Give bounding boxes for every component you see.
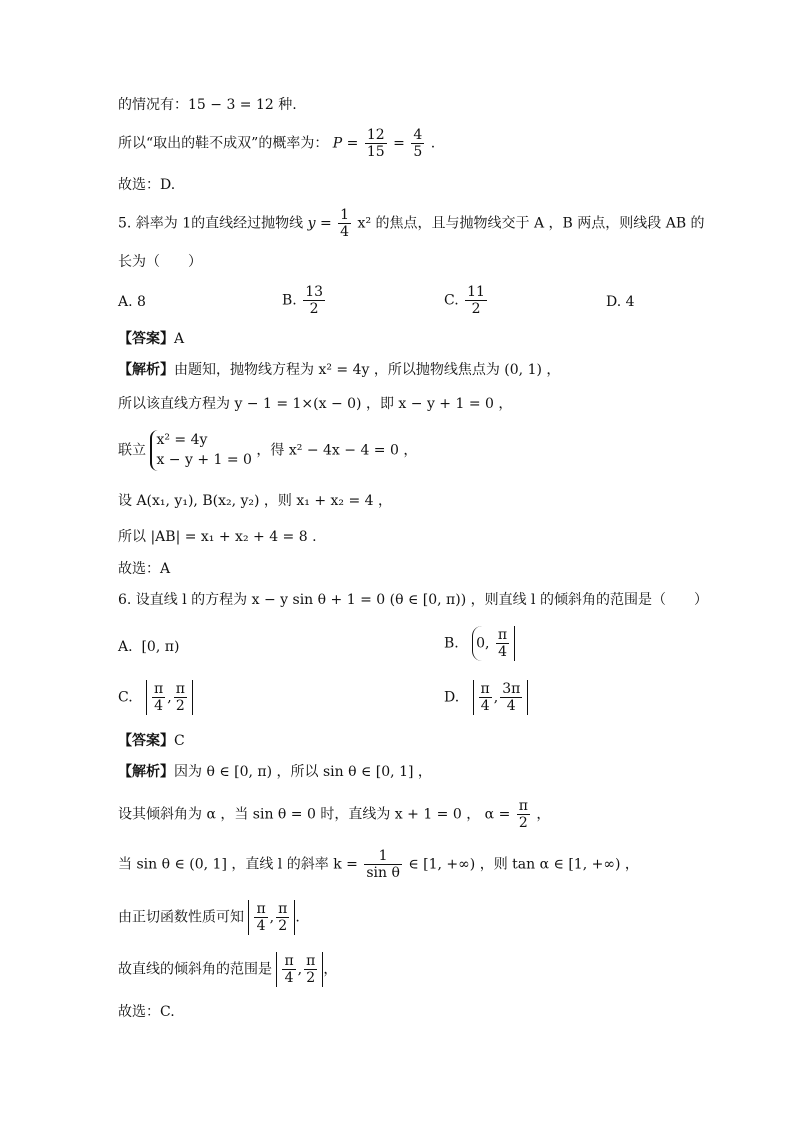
probability-line	[118, 127, 435, 160]
answer-5	[118, 332, 184, 346]
q6-option-a: A. [0, π)	[118, 639, 180, 655]
question-6: 6. 设直线 l 的方程为 x − y sin θ + 1 = 0 (θ ∈ [0, π)) ，则直线 l 的倾斜角的范围是（ ）	[118, 592, 708, 608]
explanation-5-line1: 【解析】由题知，抛物线方程为 x² = 4y ，所以抛物线焦点为 (0, 1) ，	[118, 362, 561, 378]
fraction: $\frac{1}{4}$	[340, 207, 350, 241]
question-5	[118, 207, 705, 240]
answer-6	[118, 734, 185, 748]
answer-tag: 【答案】	[118, 733, 174, 749]
explanation-5-line3: 联立 x² = 4y x − y + 1 = 0 ，得 x² − 4x − 4 = 0 ，	[118, 430, 417, 471]
equation-system: x² = 4y x − y + 1 = 0	[150, 430, 252, 471]
q6-option-c: C. $\frac{\pi}{4}$ , $\frac{\pi}{2}$	[118, 680, 193, 715]
text: .	[430, 135, 436, 152]
explanation-tag: 【解析】	[118, 362, 174, 378]
math: y =	[307, 215, 332, 232]
answer-tag: 【答案】	[118, 331, 174, 347]
text: 长为（ ）	[118, 254, 202, 270]
q5-option-c: C. $\frac{11}{2}$	[444, 284, 485, 318]
explanation-6-line5: 故直线的倾斜角的范围是 $\frac{\pi}{4}$ , $\frac{\pi}{2}$ ，	[118, 953, 338, 987]
explanation-6-line3: 当 sin θ ∈ (0, 1] ，直线 l 的斜率 k = $\frac{1}{\text{sin θ}}$ ∈ [1, +∞) ，则 tan α ∈ [1, +∞) ，	[118, 848, 639, 882]
explanation-5-line2: 所以该直线方程为 y − 1 = 1×(x − 0) ，即 x − y + 1 = 0 ，	[118, 396, 513, 412]
explanation-6-line1: 【解析】因为 θ ∈ [0, π) ，所以 sin θ ∈ [0, 1] ，	[118, 764, 432, 780]
choice-line	[118, 178, 175, 192]
answer-value: A	[174, 331, 185, 347]
question-5-cont	[118, 255, 202, 269]
explanation-5-line5: 所以 |AB| = x₁ + x₂ + 4 = 8 .	[118, 529, 317, 545]
q6-option-b: B. 0, $\frac{\pi}{4}$	[444, 626, 515, 661]
math: P =	[332, 135, 359, 152]
answer-value: C	[174, 733, 185, 749]
q6-option-d: D. $\frac{\pi}{4}$ , $\frac{3\pi}{4}$	[444, 680, 528, 715]
q5-option-d: D. 4	[606, 294, 635, 310]
fraction: $\frac{12}{15}$	[366, 127, 385, 161]
explanation-5-line6: 故选：A	[118, 561, 171, 577]
fraction: $\frac{4}{5}$	[413, 127, 423, 161]
explanation-6-line4: 由正切函数性质可知 $\frac{\pi}{4}$ , $\frac{\pi}{2}$ .	[118, 901, 300, 935]
text: x² 的焦点，且与抛物线交于 A ，B 两点，则线段 AB 的	[357, 215, 705, 232]
prev-solution-line	[118, 98, 297, 112]
text: 所以“取出的鞋不成双”的概率为：	[118, 135, 329, 152]
q5-option-a: A. 8	[118, 294, 146, 310]
explanation-tag: 【解析】	[118, 764, 174, 780]
q5-option-b: B. $\frac{13}{2}$	[282, 284, 324, 318]
explanation-6-line6: 故选：C.	[118, 1004, 175, 1020]
explanation-5-line4: 设 A(x₁, y₁), B(x₂, y₂) ，则 x₁ + x₂ = 4 ，	[118, 493, 392, 509]
text: 故选：D.	[118, 177, 176, 193]
text: 5. 斜率为 1的直线经过抛物线	[118, 215, 304, 232]
math: =	[393, 135, 405, 152]
explanation-6-line2: 设其倾斜角为 α ，当 sin θ = 0 时，直线为 x + 1 = 0 ， α = $\frac{\pi}{2}$ ，	[118, 798, 551, 832]
text: 的情况有：15 − 3 = 12 种.	[118, 97, 297, 113]
